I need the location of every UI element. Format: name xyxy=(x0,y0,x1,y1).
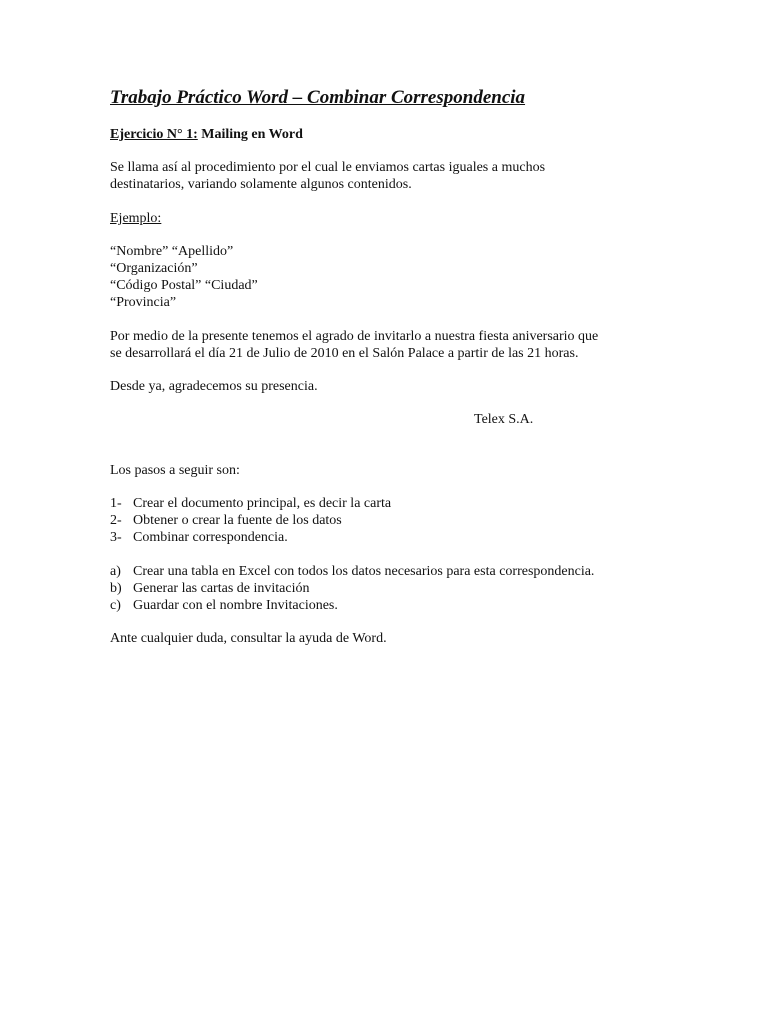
intro-line: Se llama así al procedimiento por el cual le enviamos cartas iguales a muchos xyxy=(110,160,546,175)
list-marker: 3- xyxy=(110,530,122,545)
list-marker: c) xyxy=(110,598,121,613)
exercise-number: Ejercicio N° 1: xyxy=(110,127,198,142)
list-item-text: Crear una tabla en Excel con todos los datos necesarios para esta correspondencia. xyxy=(133,564,595,579)
intro-line: destinatarios, variando solamente algunos contenidos. xyxy=(110,177,412,192)
letter-body-paragraph xyxy=(110,328,670,362)
example-label: Ejemplo: xyxy=(110,211,162,226)
list-marker: a) xyxy=(110,564,121,579)
list-item-text: Obtener o crear la fuente de los datos xyxy=(133,513,342,528)
lettered-list-item xyxy=(110,597,670,614)
merge-field-line: “Nombre” “Apellido” xyxy=(110,244,234,259)
exercise-heading xyxy=(110,126,670,143)
list-marker: 2- xyxy=(110,513,122,528)
merge-field-line: “Provincia” xyxy=(110,295,177,310)
letter-body-line: se desarrollará el día 21 de Julio de 2010 en el Salón Palace a partir de las 21 horas. xyxy=(110,346,579,361)
numbered-list-item xyxy=(110,512,670,529)
numbered-list-item xyxy=(110,495,670,512)
list-item-text: Generar las cartas de invitación xyxy=(133,581,310,596)
merge-field-line: “Código Postal” “Ciudad” xyxy=(110,278,258,293)
letter-body-line: Por medio de la presente tenemos el agrado de invitarlo a nuestra fiesta aniversario que xyxy=(110,329,599,344)
list-item-text: Guardar con el nombre Invitaciones. xyxy=(133,598,338,613)
closing-line: Ante cualquier duda, consultar la ayuda de Word. xyxy=(110,631,387,646)
merge-field-line: “Organización” xyxy=(110,261,198,276)
exercise-name: Mailing en Word xyxy=(197,127,303,142)
lettered-list xyxy=(110,563,670,614)
lettered-list-item xyxy=(110,580,670,597)
steps-intro: Los pasos a seguir son: xyxy=(110,463,240,478)
list-marker: b) xyxy=(110,581,122,596)
thanks-line: Desde ya, agradecemos su presencia. xyxy=(110,379,318,394)
signature: Telex S.A. xyxy=(474,412,534,427)
merge-fields-block xyxy=(110,243,670,311)
document-title: Trabajo Práctico Word – Combinar Correspondencia xyxy=(110,87,526,108)
list-item-text: Crear el documento principal, es decir la carta xyxy=(133,496,392,511)
numbered-list xyxy=(110,495,670,546)
list-marker: 1- xyxy=(110,496,122,511)
list-item-text: Combinar correspondencia. xyxy=(133,530,288,545)
lettered-list-item xyxy=(110,563,670,580)
numbered-list-item xyxy=(110,529,670,546)
intro-paragraph xyxy=(110,159,670,193)
